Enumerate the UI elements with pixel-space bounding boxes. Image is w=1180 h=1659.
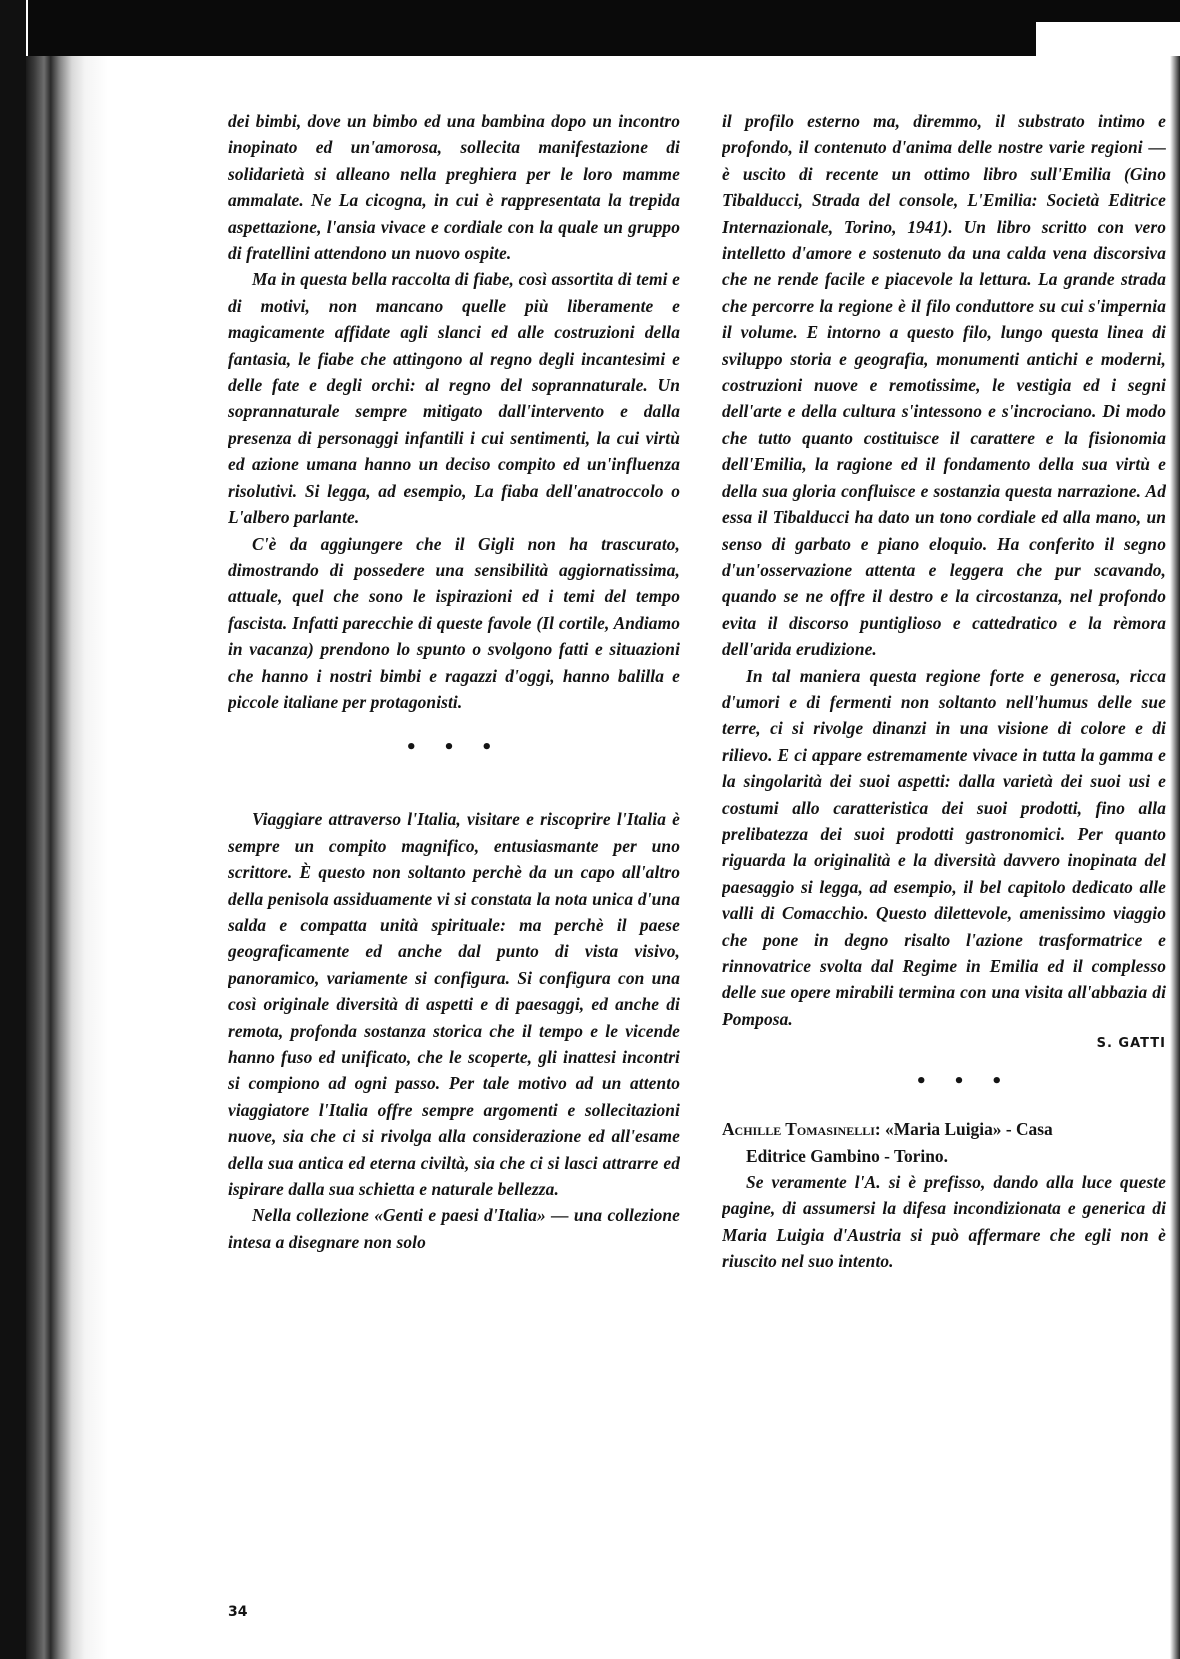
left-paragraph-3: C'è da aggiungere che il Gigli non ha trascurato, dimostrando di possedere una sensibilità aggiornatissima, attuale, quel che sono le ispirazioni ed i temi del tempo fascista. Infatti parecchie di queste favole (Il cortile, Andiamo in vacanza) prendono lo spunto o svolgono fatti e situazioni che hanno i nostri bimbi e ragazzi d'oggi, hanno balilla e piccole italiane per protagonisti. bbox=[228, 533, 680, 712]
review-publisher: Editrice Gambino - Torino. bbox=[746, 1145, 948, 1166]
left-paragraph-1: dei bimbi, dove un bimbo ed una bambina dopo un incontro inopinato ed un'amorosa, sollecita manifestazione di solidarietà si alleano nella preghiera per le loro mamme ammalate. Ne La cicogna, in cui è rappresentata la trepida aspettazione, l'ansia vivace e cordiale con la quale un gruppo di fratellini attendono un nuovo ospite. bbox=[228, 111, 680, 264]
review-signature: S. GATTI bbox=[1096, 1036, 1166, 1052]
review-author: Achille Tomasinelli: bbox=[722, 1119, 881, 1140]
left-paragraph-5: Nella collezione «Genti e paesi d'Italia» — una collezione intesa a disegnare non solo bbox=[228, 1205, 680, 1252]
right-paragraph-2: In tal maniera questa regione forte e generosa, ricca d'umori e di fermenti non soltanto nell'humus delle sue terre, ci si rivolge dinanzi in una visione di colore e di rilievo. E ci appare estremamente vivace in tutta la gamma e la singolarità dei suoi aspetti: dalla varietà dei suoi usi e costumi allo caratteristica dei suoi prodotti, fino alla prelibatezza dei suoi prodotti gastronomici. Per quanto riguarda la originalità e la diversità davvero inopinata del paesaggio si legga, ad esempio, il bel capitolo dedicato alle valli di Comacchio. Questo dilettevole, amenissimo viaggio che pone in degno risalto l'azione trasformatrice e rinnovatrice svolta dal Regime in Emilia ed il complesso delle sue opere mirabili termina con una visita all'abbazia di Pomposa. bbox=[722, 665, 1166, 1029]
right-paragraph-3: Se veramente l'A. si è prefisso, dando alla luce queste pagine, di assumersi la difesa incondizionata e generica di Maria Luigia d'Austria si può affermare che egli non è riuscito nel suo intento. bbox=[722, 1172, 1166, 1272]
scan-right-edge bbox=[1170, 56, 1180, 1659]
page-number: 34 bbox=[228, 1604, 248, 1620]
left-column bbox=[228, 108, 680, 1588]
scan-top-border bbox=[28, 0, 1036, 56]
section-separator: • • • bbox=[915, 1071, 1013, 1093]
section-separator: • • • bbox=[405, 737, 503, 759]
book-review-heading bbox=[722, 1116, 1166, 1169]
right-column bbox=[722, 108, 1166, 1648]
book-spine bbox=[0, 0, 26, 1659]
left-paragraph-2: Ma in questa bella raccolta di fiabe, così assortita di temi e di motivi, non mancano quelle più liberamente e magicamente affidate agli slanci ed alle costruzioni della fantasia, le fiabe che attingono al regno degli incantesimi e delle fate e degli orchi: al regno del soprannaturale. Un soprannaturale sempre mitigato dall'intervento e dalla presenza di personaggi infantili i cui sentimenti, la cui virtù ed azione umana hanno un deciso compito ed un'influenza risolutivi. Si legga, ad esempio, La fiaba dell'anatroccolo o L'albero parlante. bbox=[228, 269, 680, 528]
review-title: «Maria Luigia» - Casa bbox=[885, 1119, 1053, 1140]
left-paragraph-4: Viaggiare attraverso l'Italia, visitare e riscoprire l'Italia è sempre un compito magnifico, entusiasmante per uno scrittore. È questo non soltanto perchè da un capo all'altro della penisola assiduamente vi si constata la nota unica d'una salda e compatta unità spirituale: ma perchè il paese geograficamente ed anche dal punto di vista visivo, panoramico, variamente si configura. Si configura con una così originale diversità di aspetti e di paesaggi, ed anche di remota, profonda sostanza storica che il tempo e le vicende hanno fuso ed unificato, che le scoperte, gli inattesi incontri si compiono ad ogni passo. Per tale motivo ad un attento viaggiatore l'Italia offre sempre argomenti e sollecitazioni nuove, sia che ci si rivolga alla considerazione ed all'esame della sua antica ed eterna civiltà, sia che ci si lasci attrarre ed ispirare dalla sua schietta e naturale bellezza. bbox=[228, 809, 680, 1200]
scan-top-corner bbox=[1036, 0, 1180, 22]
page-gutter-shadow bbox=[26, 56, 108, 1659]
right-paragraph-1: il profilo esterno ma, diremmo, il substrato intimo e profondo, il contenuto d'anima delle nostre varie regioni — è uscito di recente un ottimo libro sull'Emilia (Gino Tibalducci, Strada del console, L'Emilia: Società Editrice Internazionale, Torino, 1941). Un libro scritto con vero intelletto d'amore e sostenuto da una calda vena discorsiva che ne rende facile e piacevole la lettura. La grande strada che percorre la regione è il filo conduttore su cui s'impernia il volume. E intorno a questo filo, lungo questa linea di sviluppo storia e geografia, monumenti antichi e moderni, costruzioni nuove e remotissime, le vestigia ed i segni dell'arte e della cultura s'intessono e s'incrociano. Di modo che tutto quanto costituisce il carattere e la fisionomia dell'Emilia, la ragione ed il fondamento della sua virtù e della sua gloria confluisce e sostanzia questa narrazione. Ad essa il Tibalducci ha dato un tono cordiale ed alla mano, un senso di garbato e piano eloquio. Ha conferito il segno d'un'osservazione attenta e leggera che pur scavando, quando se ne offre il destro e la circostanza, nel profondo evita il discorso puntiglioso e cattedratico e la rèmora dell'arida erudizione. bbox=[722, 111, 1166, 660]
